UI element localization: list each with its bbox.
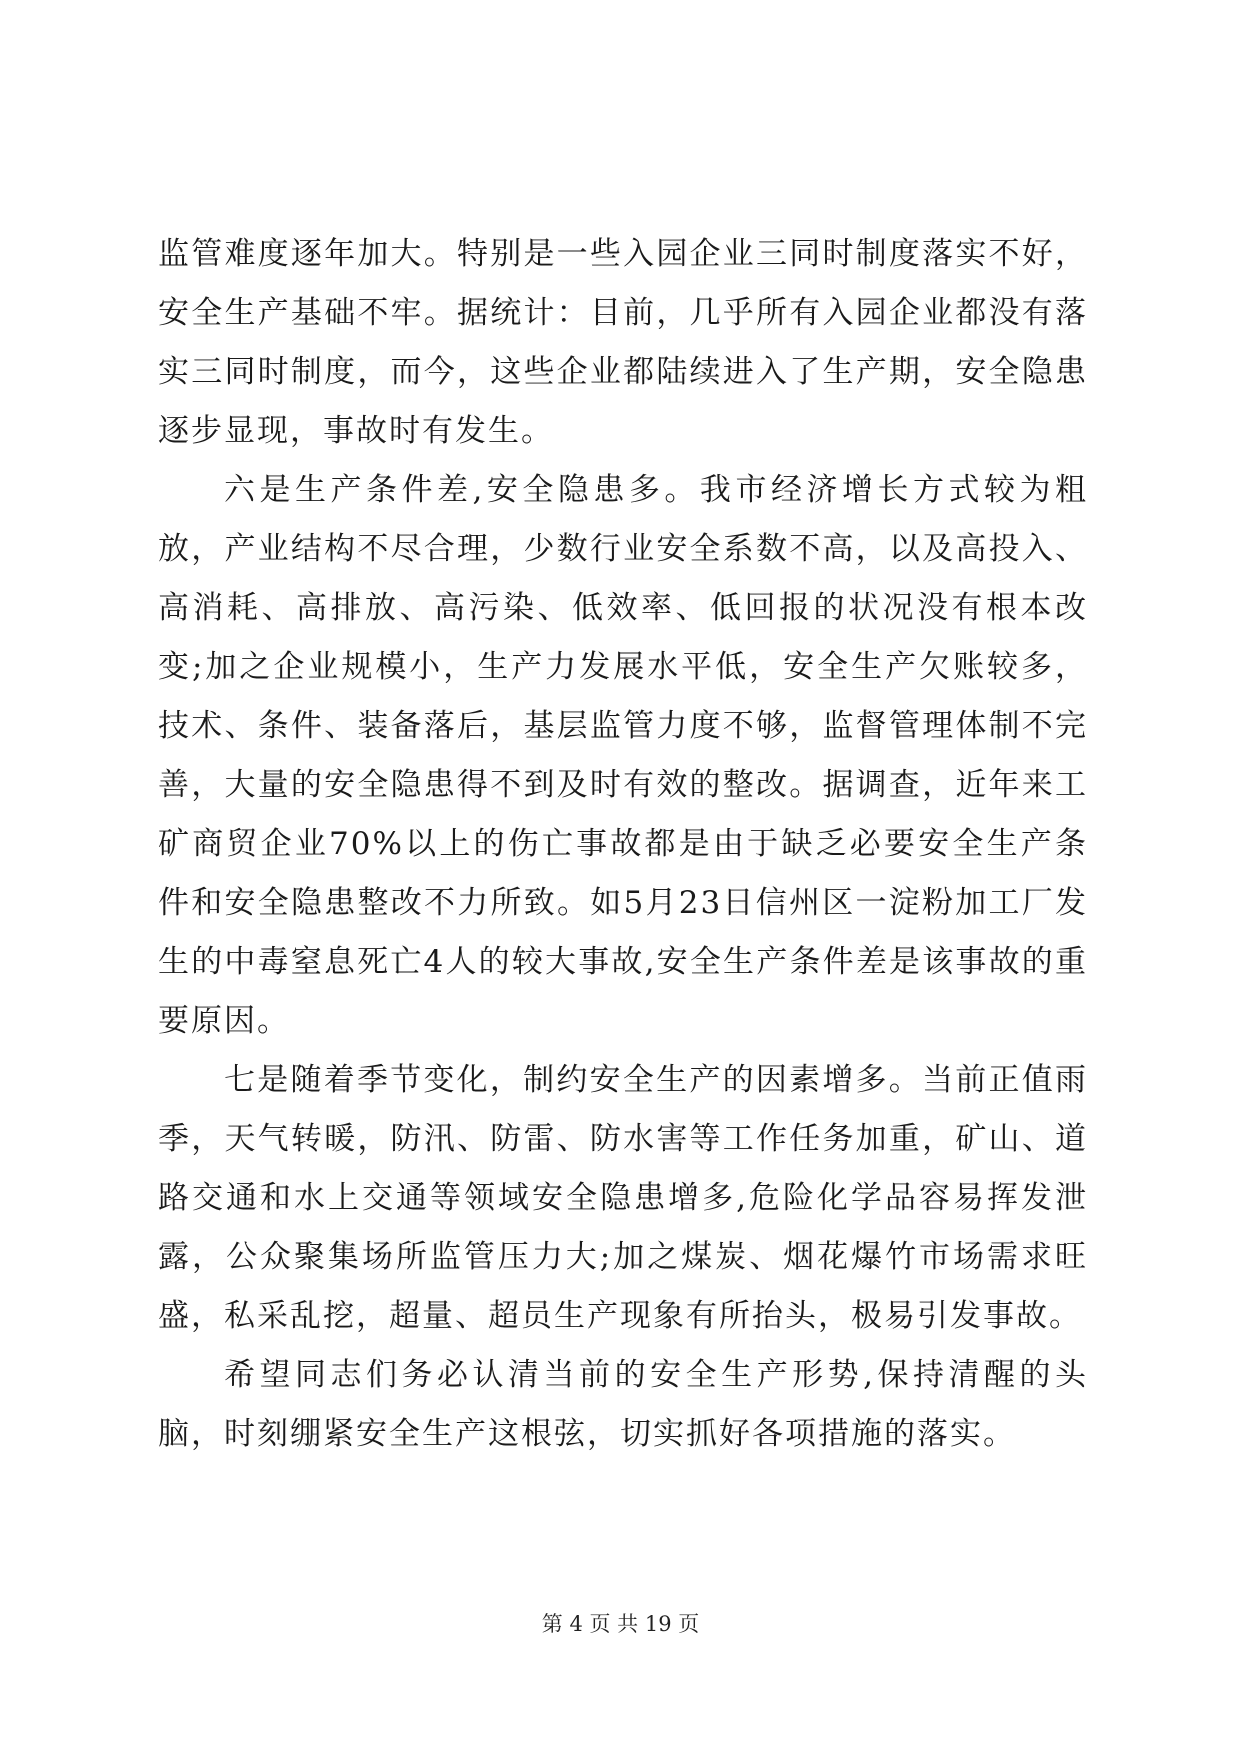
paragraph-2: 六是生产条件差,安全隐患多。我市经济增长方式较为粗放，产业结构不尽合理，少数行业安全系数不高，以及高投入、高消耗、高排放、高污染、低效率、低回报的状况没有根本改变;加之企业规模小，生产力发展水平低，安全生产欠账较多，技术、条件、装备落后，基层监管力度不够，监督管理体制不完善，大量的安全隐患得不到及时有效的整改。据调查，近年来工矿商贸企业70%以上的伤亡事故都是由于缺乏必要安全生产条件和安全隐患整改不力所致。如5月23日信州区一淀粉加工厂发生的中毒窒息死亡4人的较大事故,安全生产条件差是该事故的重要原因。 (158, 472, 1088, 1039)
page-number-footer: 第 4 页 共 19 页 (541, 1612, 700, 1636)
paragraph-4: 希望同志们务必认清当前的安全生产形势,保持清醒的头脑，时刻绷紧安全生产这根弦，切实抓好各项措施的落实。 (158, 1357, 1088, 1452)
paragraph-1: 监管难度逐年加大。特别是一些入园企业三同时制度落实不好，安全生产基础不牢。据统计：目前，几乎所有入园企业都没有落实三同时制度，而今，这些企业都陆续进入了生产期，安全隐患逐步显现，事故时有发生。 (158, 236, 1088, 449)
document-body (158, 225, 1088, 1464)
paragraph-3: 七是随着季节变化，制约安全生产的因素增多。当前正值雨季，天气转暖，防汛、防雷、防水害等工作任务加重，矿山、道路交通和水上交通等领域安全隐患增多,危险化学品容易挥发泄露，公众聚集场所监管压力大;加之煤炭、烟花爆竹市场需求旺盛，私采乱挖，超量、超员生产现象有所抬头，极易引发事故。 (158, 1062, 1088, 1334)
